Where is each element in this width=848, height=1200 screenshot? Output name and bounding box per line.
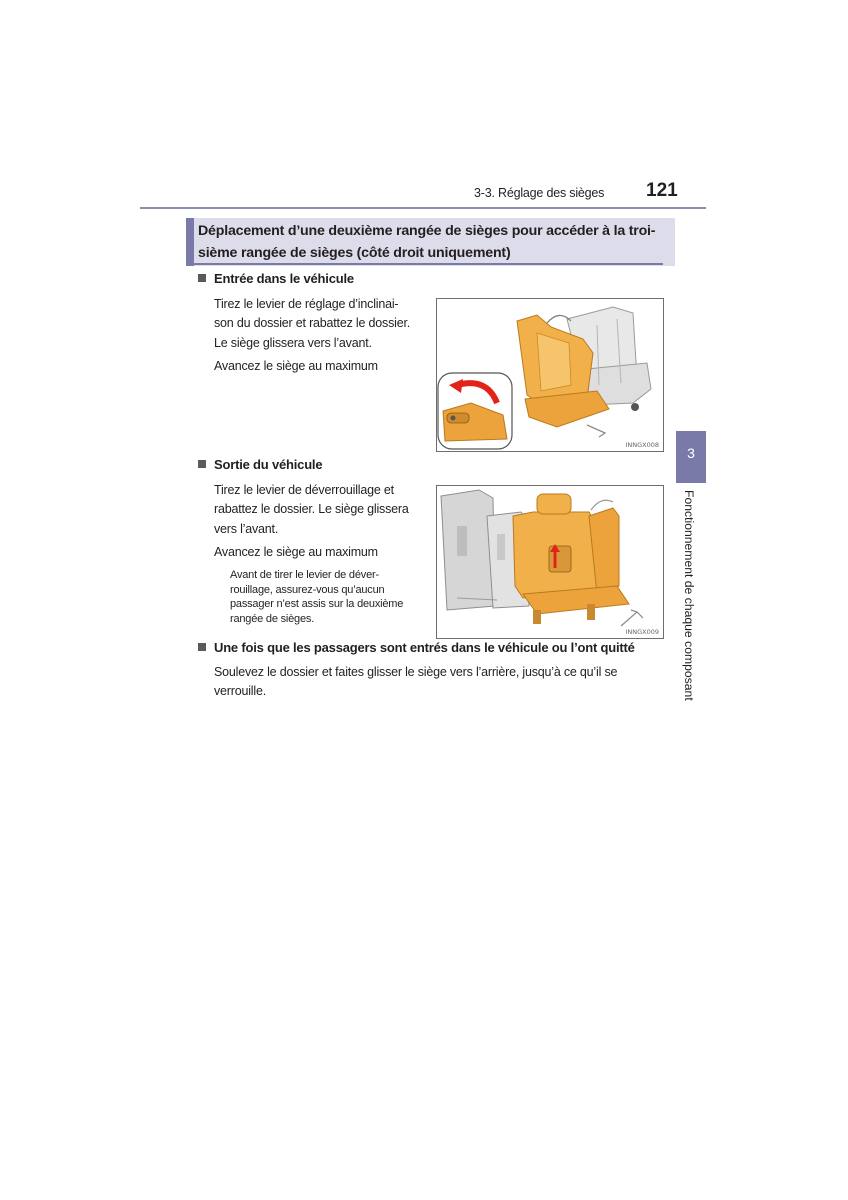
exit-note-line-2: rouillage, assurez-vous qu’aucun [230, 583, 385, 596]
entry-step-2: Avancez le siège au maximum [214, 359, 378, 373]
page-number: 121 [646, 180, 678, 201]
entry-line-3: Le siège glissera vers l’avant. [214, 335, 372, 350]
bullet-square-icon [198, 643, 206, 651]
exit-heading [198, 457, 322, 472]
entry-instructions [214, 295, 423, 353]
after-instructions [214, 663, 658, 702]
exit-step-2: Avancez le siège au maximum [214, 545, 378, 559]
figure-entry-code: INNGX008 [625, 441, 659, 449]
after-heading [198, 640, 635, 655]
figure-entry-seat [436, 298, 664, 452]
exit-note-line-1: Avant de tirer le levier de déver- [230, 569, 379, 581]
seat-recline-illustration [437, 299, 663, 451]
after-line-1: Soulevez le dossier et faites glisser le siège vers l’arrière, jusqu’à ce qu’il se [214, 665, 618, 679]
entry-line-2: son du dossier et rabattez le dossier. [214, 316, 410, 331]
header-divider [140, 207, 706, 209]
seat-release-illustration [437, 486, 663, 638]
section-heading [186, 218, 675, 266]
exit-line-3: vers l’avant. [214, 521, 279, 536]
exit-heading-text: Sortie du véhicule [214, 457, 323, 472]
bullet-square-icon [198, 460, 206, 468]
section-heading-line-1: Déplacement d’une deuxième rangée de sièges pour accéder à la troi- [198, 223, 656, 239]
exit-warning-note [230, 568, 424, 626]
exit-line-2: rabattez le dossier. Le siège glissera [214, 502, 409, 517]
after-heading-text: Une fois que les passagers sont entrés dans le véhicule ou l’ont quitté [214, 640, 635, 655]
chapter-tab: 3 [676, 431, 706, 483]
bullet-square-icon [198, 274, 206, 282]
section-heading-line-2: sième rangée de sièges (côté droit uniquement) [198, 245, 511, 261]
running-header: 3-3. Réglage des sièges [474, 186, 605, 200]
entry-line-1: Tirez le levier de réglage d’inclinai- [214, 297, 399, 311]
figure-exit-seat [436, 485, 664, 639]
exit-note-line-3: passager n’est assis sur la deuxième [230, 598, 404, 610]
section-heading-underline [186, 263, 663, 265]
chapter-side-label: Fonctionnement de chaque composant [682, 490, 696, 701]
exit-note-line-4: rangée de sièges. [230, 612, 315, 625]
after-line-2: verrouille. [214, 684, 266, 699]
entry-heading [198, 271, 354, 286]
exit-instructions [214, 481, 423, 539]
entry-heading-text: Entrée dans le véhicule [214, 271, 354, 286]
exit-line-1: Tirez le levier de déverrouillage et [214, 483, 394, 497]
figure-exit-code: INNGX009 [625, 628, 659, 636]
